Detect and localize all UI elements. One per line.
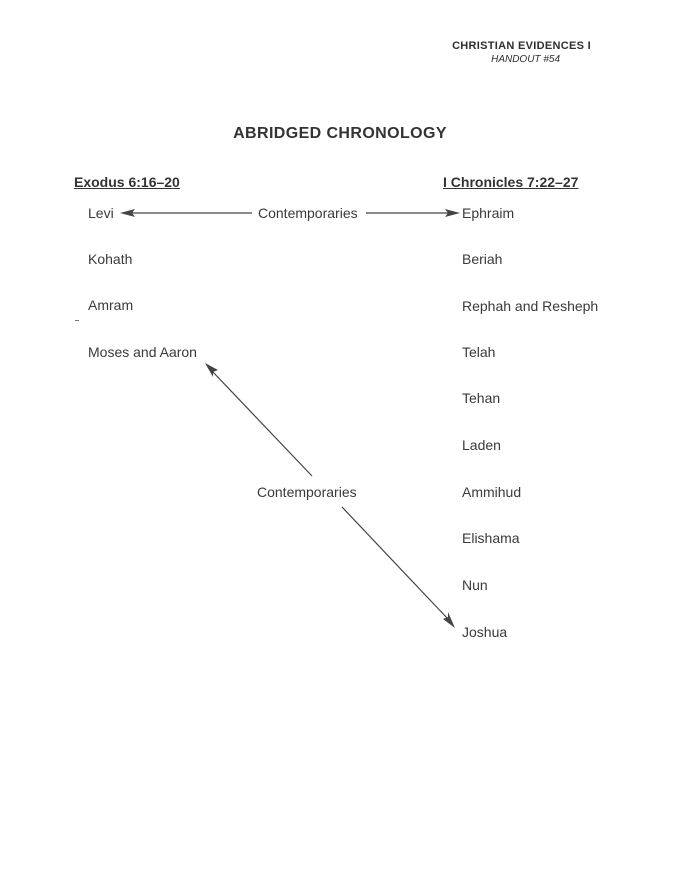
right-column-heading: I Chronicles 7:22–27 [443, 174, 579, 190]
left-column-heading: Exodus 6:16–20 [74, 174, 180, 190]
contemporaries-label-top: Contemporaries [258, 205, 358, 221]
arrowhead-joshua [443, 612, 455, 628]
right-name-laden: Laden [462, 437, 501, 453]
left-name-levi: Levi [88, 205, 114, 221]
right-name-tehan: Tehan [462, 390, 501, 406]
right-name-nun: Nun [462, 577, 488, 593]
handout-number: HANDOUT #54 [491, 54, 560, 65]
arrowhead-ephraim [445, 209, 460, 217]
left-name-amram: Amram [88, 297, 134, 313]
course-title: CHRISTIAN EVIDENCES I [452, 40, 591, 52]
right-name-joshua: Joshua [462, 624, 508, 640]
contemporaries-label-middle: Contemporaries [257, 484, 357, 500]
right-name-ammihud: Ammihud [462, 484, 522, 500]
right-name-ephraim: Ephraim [462, 205, 515, 221]
arrowhead-levi [120, 209, 135, 217]
arrow-moses-line [212, 371, 312, 476]
stray-mark [75, 320, 79, 321]
right-name-telah: Telah [462, 344, 496, 360]
right-name-elishama: Elishama [462, 530, 520, 546]
right-name-beriah: Beriah [462, 251, 503, 267]
arrowhead-moses [205, 363, 218, 377]
page-title: ABRIDGED CHRONOLOGY [233, 125, 447, 142]
arrow-joshua-line [342, 507, 448, 619]
left-name-kohath: Kohath [88, 251, 133, 267]
left-name-moses-aaron: Moses and Aaron [88, 344, 197, 360]
right-name-rephah-resheph: Rephah and Resheph [462, 298, 599, 314]
